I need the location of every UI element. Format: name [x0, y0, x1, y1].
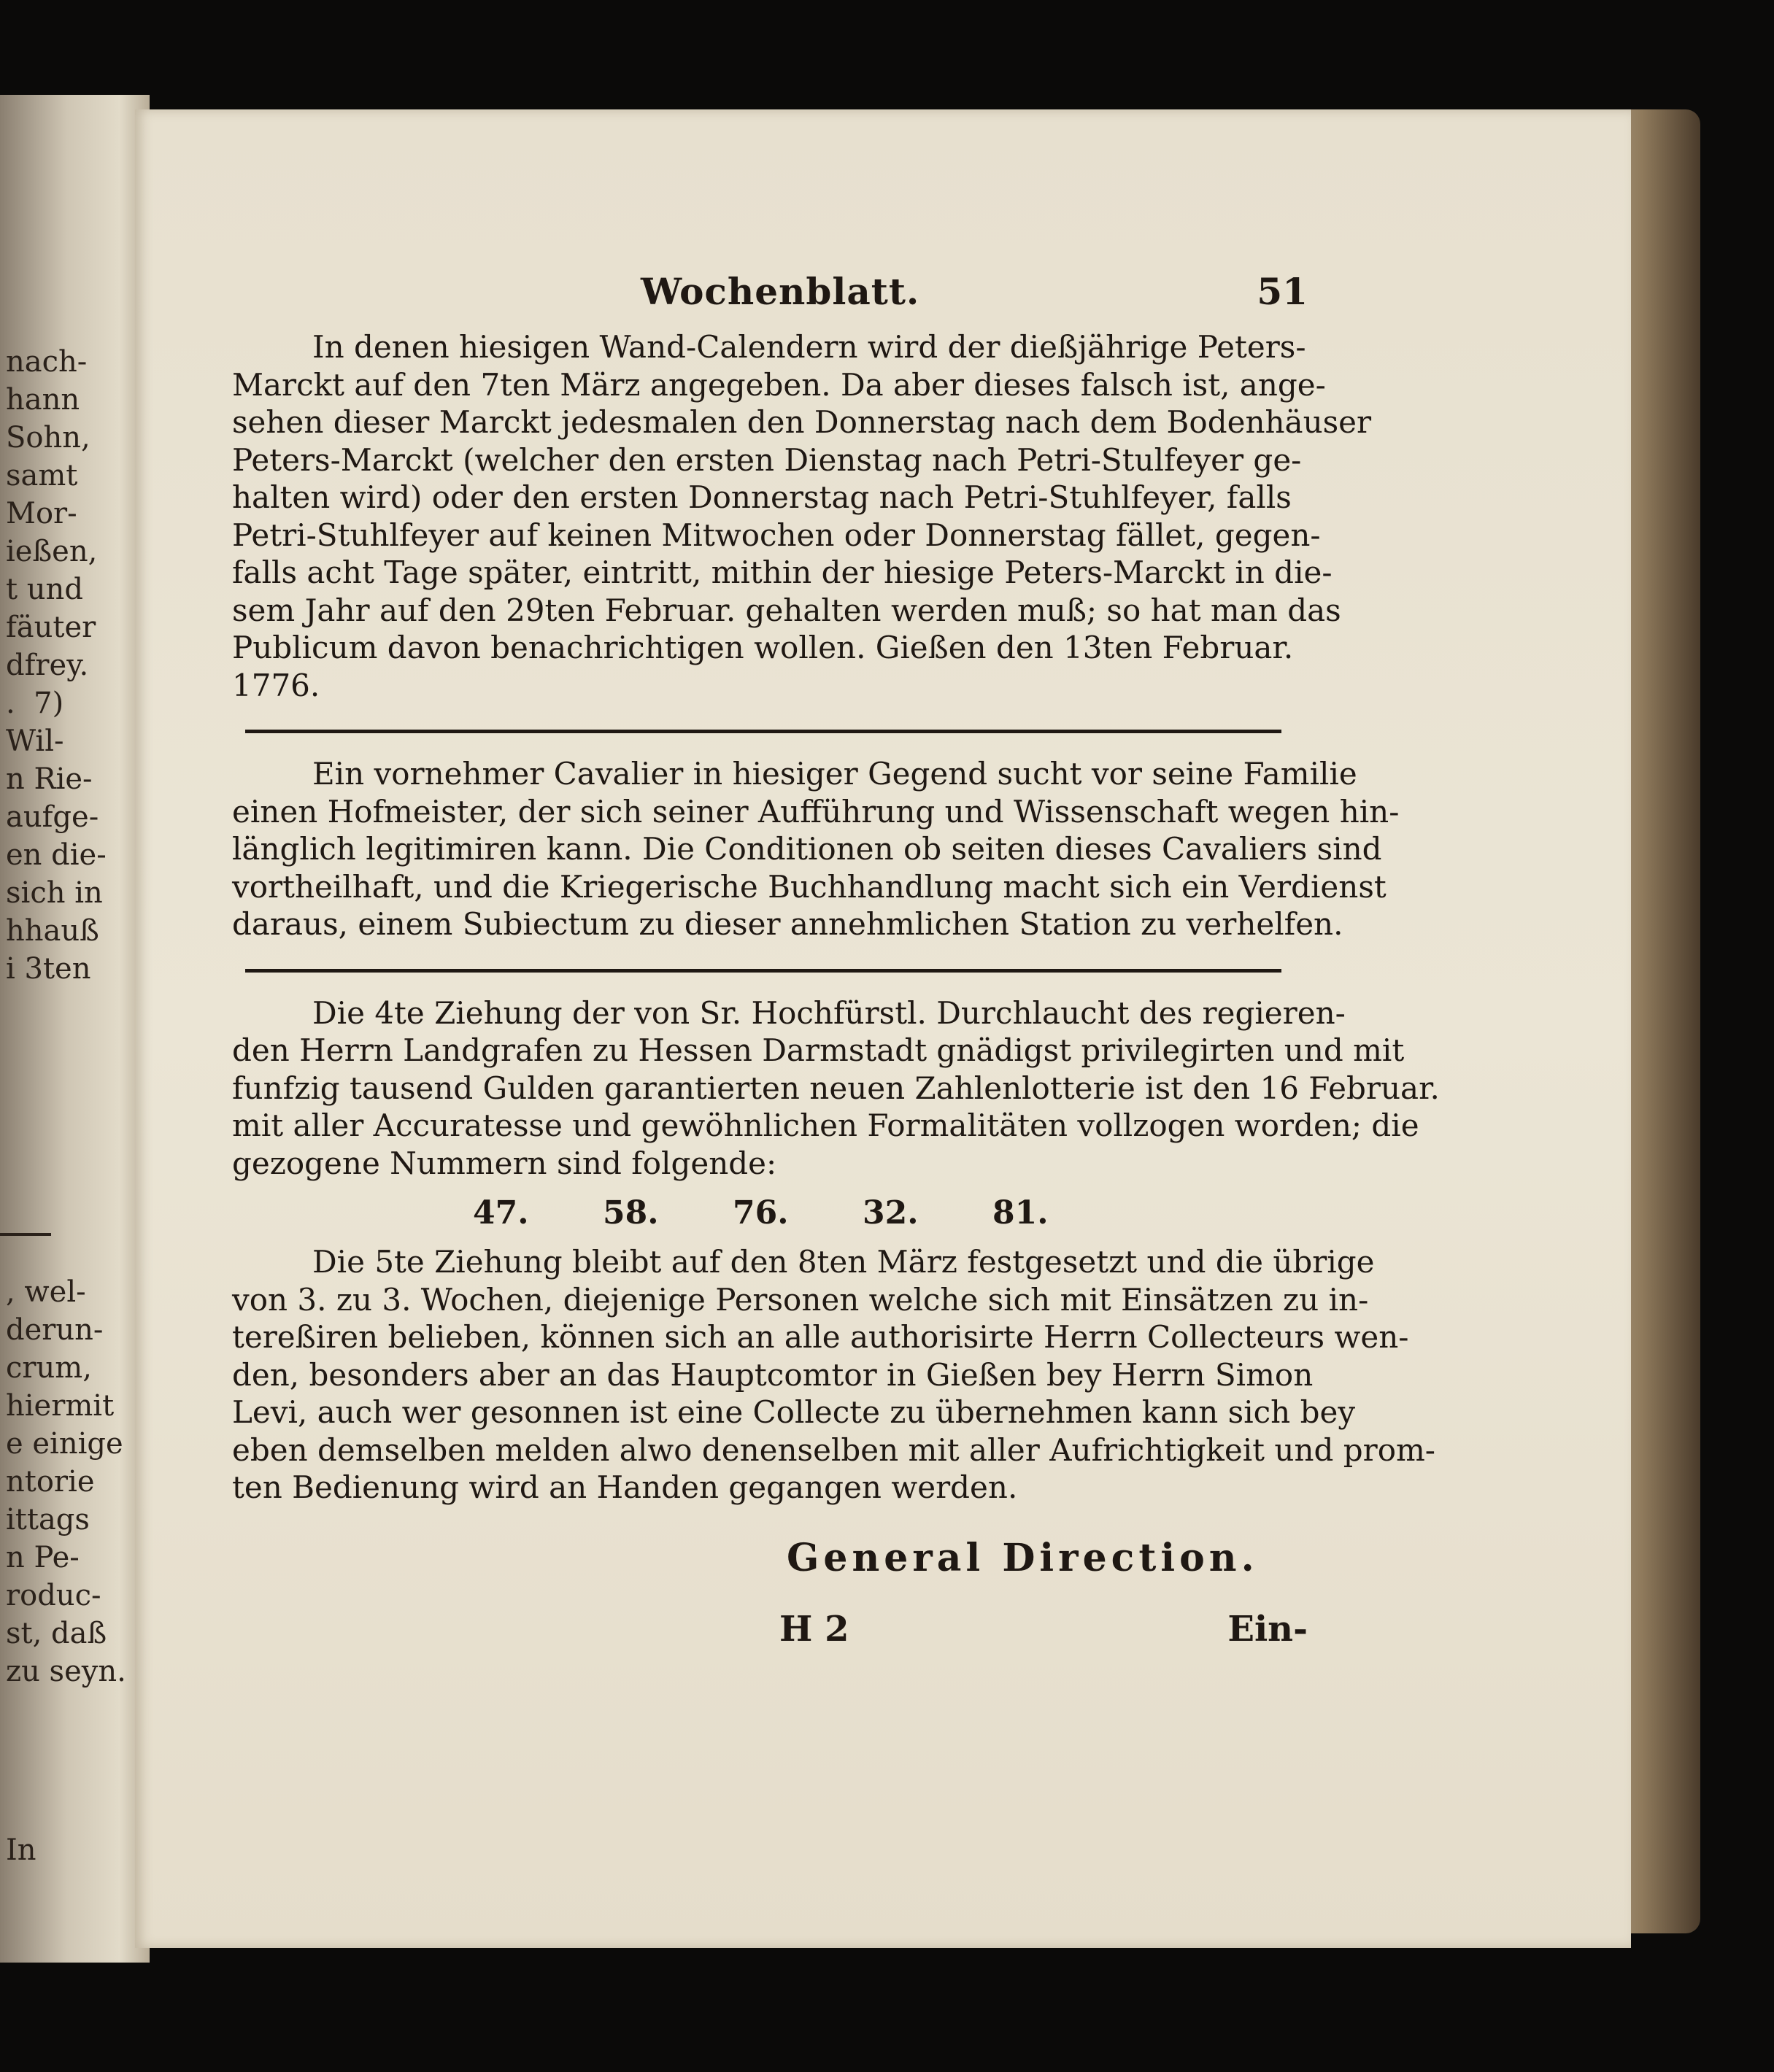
text-line: den Herrn Landgrafen zu Hessen Darmstadt gnädigst privilegirten und mit [232, 1032, 1405, 1068]
left-page-fragment: ntorie [6, 1465, 95, 1499]
left-page-fragment: , wel- [6, 1275, 86, 1309]
text-line: den, besonders aber an das Hauptcomtor in Gießen bey Herrn Simon [232, 1356, 1314, 1393]
text-line: länglich legitimiren kann. Die Conditionen ob seiten dieses Cavaliers sind [232, 831, 1382, 867]
text-line: funfzig tausend Gulden garantierten neuen Zahlenlotterie ist den 16 Februar. [232, 1070, 1440, 1106]
page-content [232, 263, 1440, 1674]
text-line: Die 4te Ziehung der von Sr. Hochfürstl. Durchlaucht des regieren- [312, 994, 1346, 1031]
text-line: Marckt auf den 7ten März angegeben. Da aber dieses falsch ist, ange- [232, 366, 1326, 403]
text-line: 1776. [232, 667, 320, 703]
text-line: Levi, auch wer gesonnen ist eine Collecte zu übernehmen kann sich bey [232, 1394, 1356, 1430]
text-line: eben demselben melden alwo denenselben mit aller Aufrichtigkeit und prom- [232, 1431, 1435, 1468]
text-line: sehen dieser Marckt jedesmalen den Donnerstag nach dem Bodenhäuser [232, 404, 1372, 440]
left-page-fragment: i 3ten [6, 952, 91, 986]
left-page-fragment: sich in [6, 876, 103, 910]
text-line: Publicum davon benachrichtigen wollen. Gießen den 13ten Februar. [232, 630, 1294, 665]
left-page-edge [0, 95, 150, 1963]
text-line: gezogene Nummern sind folgende: [232, 1145, 777, 1181]
left-page-fragment: hiermit [6, 1389, 115, 1423]
left-page-fragment-end: In [6, 1833, 36, 1867]
notice-calendar [232, 328, 1372, 704]
lottery-number: 58. [603, 1194, 659, 1232]
left-page-fragment: . 7) [6, 687, 64, 720]
left-page-fragment: Wil- [6, 724, 64, 758]
text-line: halten wird) oder den ersten Donnerstag nach Petri-Stuhlfeyer, falls [232, 479, 1292, 515]
separator-2 [232, 943, 1308, 994]
text-line: Petri-Stuhlfeyer auf keinen Mitwochen oder Donnerstag fället, gegen- [232, 517, 1321, 553]
left-page-fragment: zu seyn. [6, 1655, 126, 1688]
notice-lottery [232, 994, 1440, 1183]
text-line: mit aller Accuratesse und gewöhnlichen Formalitäten vollzogen worden; die [232, 1107, 1419, 1143]
text-line: In denen hiesigen Wand-Calendern wird der dießjährige Peters- [312, 329, 1306, 365]
text-line: Ein vornehmer Cavalier in hiesiger Gegend sucht vor seine Familie [312, 756, 1357, 792]
left-page-fragment: dfrey. [6, 649, 89, 682]
left-page-fragment: Mor- [6, 497, 77, 530]
left-page-rule [0, 1233, 51, 1236]
left-page-fragment: ießen, [6, 535, 98, 568]
left-page-fragment: fäuter [6, 611, 96, 644]
text-line: einen Hofmeister, der sich seiner Aufführung und Wissenschaft wegen hin- [232, 793, 1400, 830]
left-page-fragment: n Pe- [6, 1541, 80, 1574]
catchword: Ein- [1227, 1608, 1308, 1650]
left-page-fragment: t und [6, 573, 83, 606]
left-page-fragment: crum, [6, 1351, 92, 1385]
separator-1 [232, 704, 1308, 755]
lottery-number: 32. [863, 1194, 919, 1232]
left-page-fragment: st, daß [6, 1617, 107, 1650]
left-page-fragments-top [6, 343, 150, 988]
page-number: 51 [1257, 270, 1308, 313]
text-line: falls acht Tage später, eintritt, mithin der hiesige Peters-Marckt in die- [232, 554, 1333, 590]
page-footer [232, 1609, 1308, 1674]
left-page-fragment: e einige [6, 1427, 123, 1461]
text-line: ten Bedienung wird an Handen gegangen werden. [232, 1469, 1018, 1505]
text-line: vortheilhaft, und die Kriegerische Buchhandlung macht sich ein Verdienst [232, 868, 1387, 905]
lottery-number: 81. [992, 1194, 1049, 1232]
page-header [232, 263, 1308, 328]
left-page-fragment: n Rie- [6, 762, 93, 796]
signature-general-direction: General Direction. [787, 1535, 1259, 1580]
text-line: Die 5te Ziehung bleibt auf den 8ten März festgesetzt und die übrige [312, 1244, 1375, 1280]
notice-lottery-continued [232, 1243, 1435, 1507]
text-line: sem Jahr auf den 29ten Februar. gehalten werden muß; so hat man das [232, 592, 1341, 628]
text-line: Peters-Marckt (welcher den ersten Dienstag nach Petri-Stulfeyer ge- [232, 441, 1302, 478]
left-page-fragment: nach- [6, 345, 88, 379]
left-page-fragment: aufge- [6, 800, 99, 834]
lottery-number: 76. [733, 1194, 789, 1232]
left-page-fragment: ittags [6, 1503, 90, 1536]
text-line: von 3. zu 3. Wochen, diejenige Personen welche sich mit Einsätzen zu in- [232, 1281, 1369, 1318]
signature-mark: H 2 [779, 1608, 849, 1650]
left-page-fragment: roduc- [6, 1579, 101, 1612]
left-page-fragment: en die- [6, 838, 107, 872]
running-head: Wochenblatt. [641, 270, 920, 313]
notice-tutor [232, 755, 1400, 943]
left-page-fragment: Sohn, [6, 421, 90, 455]
text-line: tereßiren belieben, können sich an alle authorisirte Herrn Collecteurs wen- [232, 1319, 1409, 1355]
lottery-numbers [232, 1191, 1308, 1234]
left-page-fragment: derun- [6, 1313, 104, 1347]
lottery-number: 47. [473, 1194, 529, 1232]
left-page-fragment: hhauß [6, 914, 99, 948]
left-page-fragment: hann [6, 383, 80, 417]
left-page-fragment: samt [6, 459, 78, 492]
text-line: daraus, einem Subiectum zu dieser annehmlichen Station zu verhelfen. [232, 906, 1343, 942]
left-page-fragments-bottom [6, 1273, 150, 1690]
